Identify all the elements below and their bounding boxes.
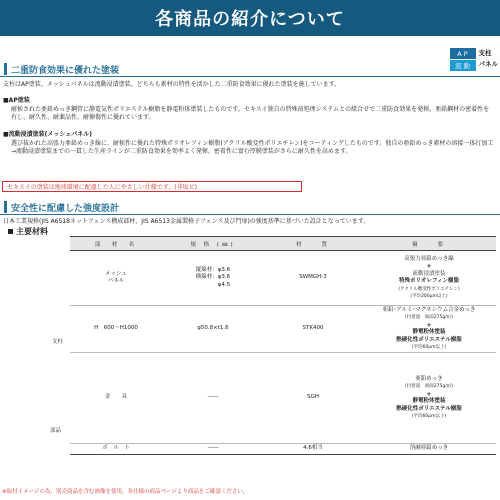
footer-note: ※取付イメージの為、別売商品を含む画像を使用。各仕様の商品ページより商品をご確認ください。: [2, 489, 249, 495]
table-row: 金 具 —— SGH 亜鉛めっき (付着量 両面275g/㎡) + 静電粉体塗装 熱硬化性ポリエステル樹脂 (平均60μm以上): [104, 375, 462, 419]
ap-body: 耐候された亜鉛めっき鋼管に静電気性ポリエステル樹脂を静電粉体塗装したものです。セキスイ独自の特殊前処理システムとの組合せで二重防食効果を発揮。亜鉛鋼材の密着性を有し、耐久性、耐薬品性、耐擦傷性に優れています。: [11, 106, 490, 122]
ryudo-badge: 流 動: [450, 60, 476, 71]
table-header: 部 材 名 規 格 (㎜) 材 質 摘 要: [70, 237, 496, 251]
safety-body: 日本工業規格(JIS A6518ネットフェンス構成部材、JIS A6513金属製格子フェンス及び門扉)の強度基準に基づいた設計となっています。: [3, 218, 370, 225]
divider: [0, 214, 500, 215]
badge-label-panel: パネル: [478, 60, 498, 68]
table-row: ボ ル ト —— 4.6相当 溶融亜鉛めっき: [70, 444, 496, 455]
ap-heading: ■AP塗装: [3, 97, 30, 104]
ryudo-body: 選び抜かれた高張力亜鉛めっき線に、耐候性に優れた特殊ポリオレフィン樹脂(アクリル酸変性ポリエチレン)をコーティングしたものです。独自の亜鉛めっき素材の溶接一体打加工→流動浸漬塗装までの一貫した生産ラインが二重防食効果を効率よく発揮。密着性に富む厚膜塗装がさらに耐久性を高めます。: [11, 140, 494, 156]
materials-table: [70, 236, 496, 455]
page-header: [0, 0, 500, 36]
badge-label-post: 支柱: [478, 49, 492, 57]
post-category: 支柱: [52, 339, 64, 345]
coating-badge: [450, 48, 499, 72]
table-row: H 600～H1000 φ50.8×t1.6 STK400 亜鉛･アルミ･マグネシウム合金めっき (付着量 両面275g/㎡) + 静電粉体塗装 熱硬化性ポリエステル樹脂 (平均60μm以上): [70, 306, 496, 353]
table-row: メッシュ パネル 縦線材：φ3.6 横線材：φ3.6 φ4.5 SWMGH-3 高張力亜鉛めっき線 + 流動浸漬塗装 特殊ポリオレフィン樹脂 (アクリル酸変性ポリエチレン) (平均200μm以上): [70, 251, 496, 306]
section-title-safety: 安全性に配慮した強度設計: [0, 200, 440, 214]
materials-title: 主要材料: [8, 226, 48, 237]
ap-badge: A P: [450, 48, 476, 59]
ryudo-heading: ■流動浸漬塗装(メッシュパネル): [3, 131, 93, 138]
square-icon: [8, 229, 13, 234]
coating-intro: 支柱はAP塗装、メッシュパネルは流動浸漬塗装。どちらも素材の特性を活かした二重防食効果に優れた塗装を施しています。: [3, 81, 341, 88]
section-title-coating: 二重防食効果に優れた塗装: [0, 62, 440, 76]
parts-category: 部品: [50, 428, 62, 434]
eco-warning: セキスイの塗装は地球環境に配慮した人にやさしい仕様です。(非塩ビ): [2, 181, 302, 192]
divider: [0, 76, 500, 77]
page-title: 各商品の紹介について: [155, 9, 345, 30]
